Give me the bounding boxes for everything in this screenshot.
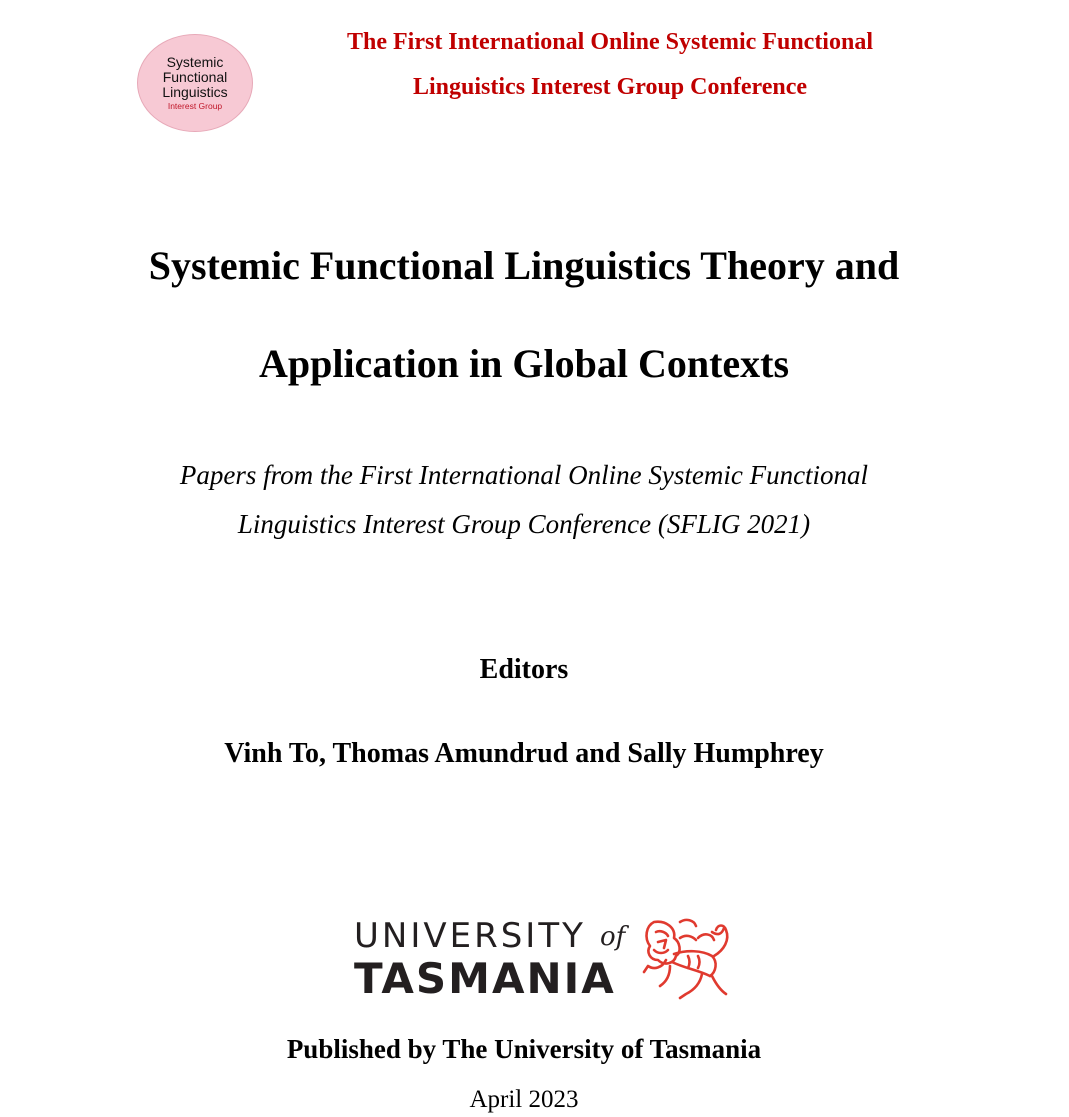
editors-names: Vinh To, Thomas Amundrud and Sally Humphrey: [224, 738, 824, 769]
main-title-line-1: Systemic Functional Linguistics Theory and: [148, 243, 900, 288]
sfl-interest-group-logo: [137, 34, 253, 132]
logo-line-linguistics: Linguistics: [162, 83, 228, 100]
editors-heading: Editors: [479, 654, 569, 685]
conference-title-line-2: Linguistics Interest Group Conference: [413, 74, 807, 100]
subtitle-line-1: Papers from the First International Online Systemic Functional: [179, 460, 869, 490]
university-of-tasmania-logo: [354, 916, 734, 1002]
logo-of-text: of: [600, 922, 626, 952]
logo-university-text: UNIVERSITY: [354, 916, 586, 956]
logo-tasmania-text: TASMANIA: [354, 954, 616, 1003]
publication-date: April 2023: [469, 1086, 579, 1113]
subtitle-line-2: Linguistics Interest Group Conference (SFLIG 2021): [237, 509, 811, 539]
conference-title-line-1: The First International Online Systemic Functional: [346, 29, 873, 55]
logo-line-functional: Functional: [162, 68, 228, 85]
published-by: Published by The University of Tasmania: [286, 1034, 762, 1064]
logo-line-interest-group: Interest Group: [167, 101, 223, 112]
main-title-line-2: Application in Global Contexts: [258, 341, 790, 386]
logo-line-systemic: Systemic: [166, 53, 224, 70]
lion-crest-icon: [640, 916, 734, 1002]
